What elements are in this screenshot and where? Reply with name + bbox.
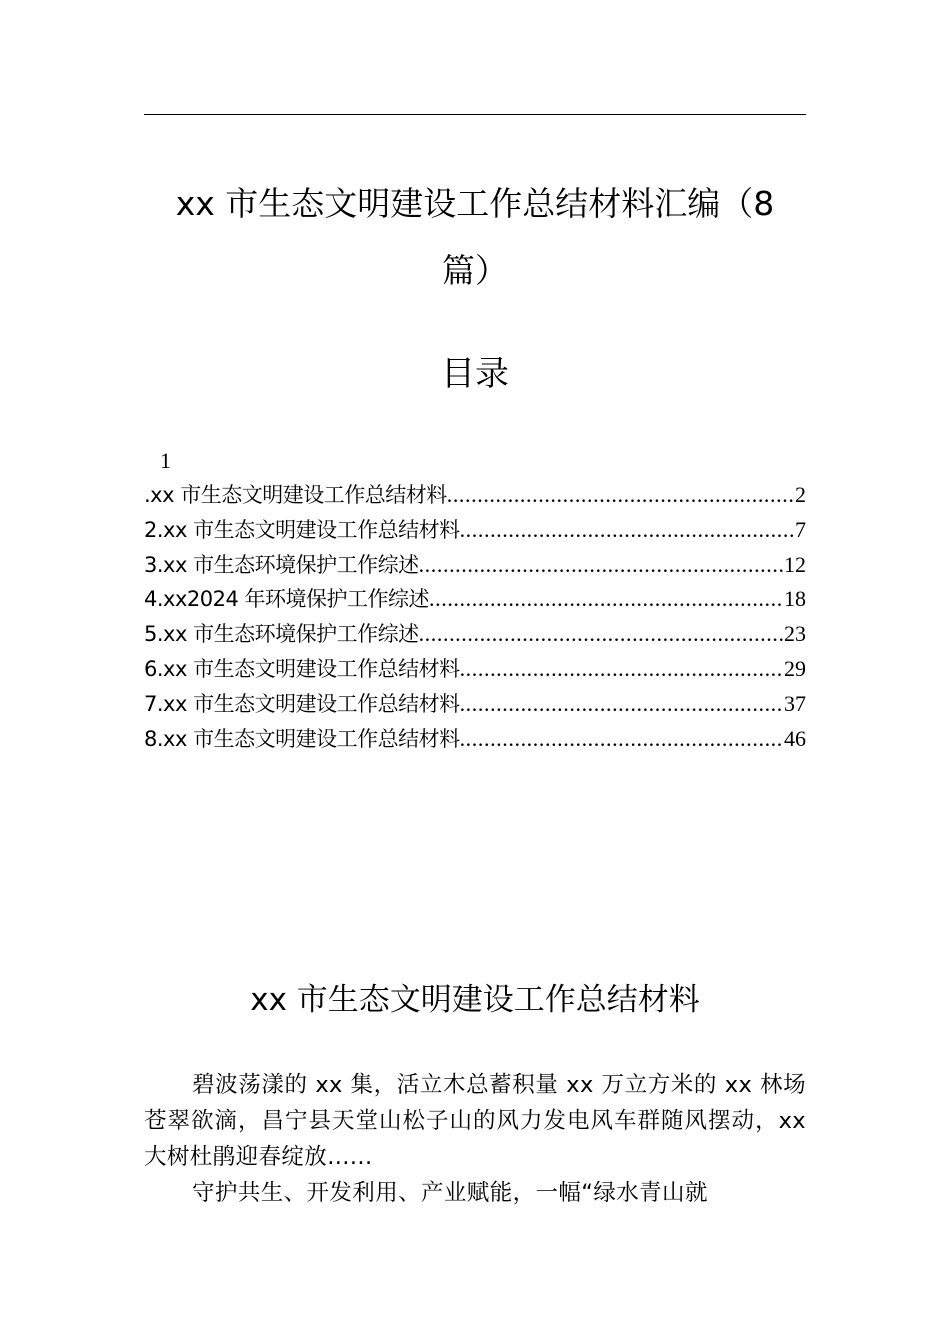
toc-entry-page: 46 xyxy=(784,725,806,751)
toc-entry[interactable] xyxy=(144,582,806,617)
toc-leader-dots xyxy=(447,478,795,513)
toc-entry-page: 2 xyxy=(795,482,806,507)
document-title xyxy=(144,170,806,304)
toc-entry-label: .xx 市生态文明建设工作总结材料 xyxy=(144,483,447,507)
toc-entry[interactable] xyxy=(144,478,806,513)
toc-entry-label: 2.xx 市生态文明建设工作总结材料 xyxy=(144,517,460,542)
document-title-line-1: xx 市生态文明建设工作总结材料汇编（8 xyxy=(175,184,775,223)
toc-entry-label: 6.xx 市生态文明建设工作总结材料 xyxy=(144,656,460,681)
toc-entry-label: 4.xx2024 年环境保护工作综述 xyxy=(144,587,430,612)
toc-entry[interactable] xyxy=(144,548,806,583)
toc-entry-page: 29 xyxy=(784,655,806,681)
paragraph: 守护共生、开发利用、产业赋能，一幅“绿水青山就 xyxy=(192,1180,708,1206)
toc-entry-label: 7.xx 市生态文明建设工作总结材料 xyxy=(144,691,460,716)
section-title: xx 市生态文明建设工作总结材料 xyxy=(250,982,700,1018)
toc-entry[interactable] xyxy=(144,722,806,757)
toc-heading: 目录 xyxy=(441,354,509,394)
toc-entry-page: 12 xyxy=(784,551,806,577)
toc-entry[interactable] xyxy=(144,617,806,652)
toc-leader-dots xyxy=(460,513,795,548)
toc-entry[interactable] xyxy=(144,513,806,548)
toc-entry-label: 5.xx 市生态环境保护工作综述 xyxy=(144,622,419,647)
header-rule xyxy=(144,114,806,115)
toc-entry-label: 8.xx 市生态文明建设工作总结材料 xyxy=(144,726,460,751)
toc-leader-dots xyxy=(460,687,784,722)
paragraph: 碧波荡漾的 xx 集，活立木总蓄积量 xx 万立方米的 xx 林场苍翠欲滴，昌宁县天堂山松子山的风力发电风车群随风摆动，xx 大树杜鹃迎春绽放...... xyxy=(144,1072,806,1170)
toc-entry-page: 23 xyxy=(784,621,806,647)
toc-leader-dots xyxy=(419,548,784,583)
toc-entry[interactable] xyxy=(144,652,806,687)
table-of-contents xyxy=(144,444,806,756)
body-text xyxy=(144,1067,806,1211)
toc-entry-label: 3.xx 市生态环境保护工作综述 xyxy=(144,552,419,577)
toc-entry-page: 7 xyxy=(795,516,806,542)
toc-leader-dots xyxy=(460,652,784,687)
toc-leader-dots xyxy=(419,617,784,652)
toc-leader-dots xyxy=(429,582,784,617)
toc-entry-page: 37 xyxy=(784,690,806,716)
toc-leader-dots xyxy=(460,722,784,757)
toc-stray-number: 1 xyxy=(160,448,171,473)
document-title-line-2: 篇） xyxy=(442,251,508,290)
toc-entry-page: 18 xyxy=(784,586,806,612)
toc-entry[interactable] xyxy=(144,687,806,722)
